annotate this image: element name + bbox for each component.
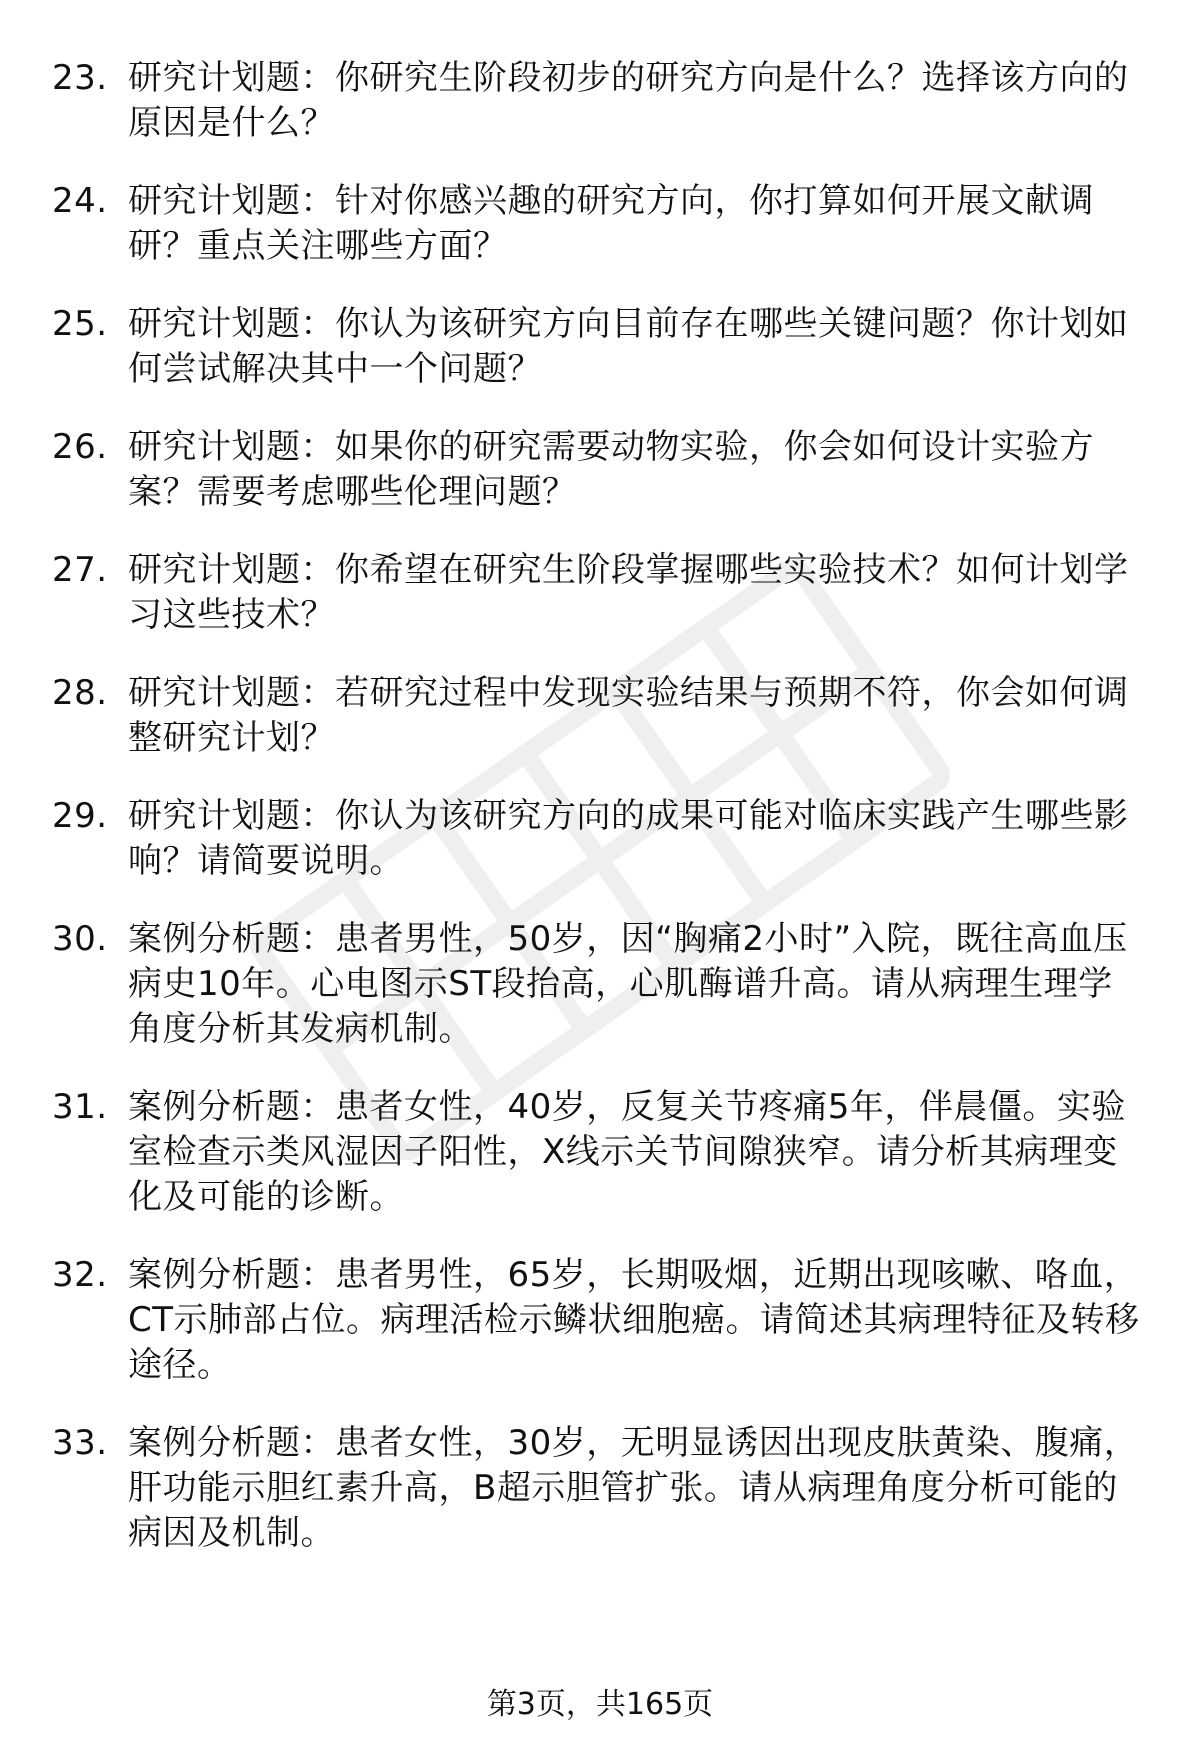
question-number: 26. xyxy=(52,427,108,467)
question-text: 案例分析题：患者男性，65岁，长期吸烟，近期出现咳嗽、咯血，CT示肺部占位。病理活检示鳞状细胞癌。请简述其病理特征及转移途径。 xyxy=(128,1255,1140,1385)
question-text: 研究计划题：你研究生阶段初步的研究方向是什么？选择该方向的原因是什么？ xyxy=(128,58,1129,143)
question-number: 24. xyxy=(52,181,108,221)
question-item-26 xyxy=(0,425,1200,515)
question-text: 研究计划题：若研究过程中发现实验结果与预期不符，你会如何调整研究计划？ xyxy=(128,673,1129,758)
question-item-23 xyxy=(0,56,1200,146)
question-text: 案例分析题：患者男性，50岁，因“胸痛2小时”入院，既往高血压病史10年。心电图示ST段抬高，心肌酶谱升高。请从病理生理学角度分析其发病机制。 xyxy=(128,919,1128,1049)
question-text: 研究计划题：你希望在研究生阶段掌握哪些实验技术？如何计划学习这些技术？ xyxy=(128,550,1129,635)
question-number: 30. xyxy=(52,919,108,959)
question-number: 28. xyxy=(52,673,108,713)
question-number: 29. xyxy=(52,796,108,836)
question-text: 研究计划题：你认为该研究方向的成果可能对临床实践产生哪些影响？请简要说明。 xyxy=(128,796,1129,881)
question-item-33 xyxy=(0,1421,1200,1556)
page-footer xyxy=(0,1685,1200,1725)
question-item-29 xyxy=(0,794,1200,884)
page-number-label: 第3页，共165页 xyxy=(486,1687,714,1722)
question-text: 案例分析题：患者女性，40岁，反复关节疼痛5年，伴晨僵。实验室检查示类风湿因子阳性，X线示关节间隙狭窄。请分析其病理变化及可能的诊断。 xyxy=(128,1087,1126,1217)
question-text: 研究计划题：针对你感兴趣的研究方向，你打算如何开展文献调研？重点关注哪些方面？ xyxy=(128,181,1094,266)
question-item-30 xyxy=(0,917,1200,1052)
question-item-28 xyxy=(0,671,1200,761)
question-item-25 xyxy=(0,302,1200,392)
question-item-24 xyxy=(0,179,1200,269)
question-text: 研究计划题：你认为该研究方向目前存在哪些关键问题？你计划如何尝试解决其中一个问题？ xyxy=(128,304,1129,389)
question-item-27 xyxy=(0,548,1200,638)
question-text: 研究计划题：如果你的研究需要动物实验，你会如何设计实验方案？需要考虑哪些伦理问题？ xyxy=(128,427,1094,512)
question-number: 23. xyxy=(52,58,108,98)
question-text: 案例分析题：患者女性，30岁，无明显诱因出现皮肤黄染、腹痛，肝功能示胆红素升高，B超示胆管扩张。请从病理角度分析可能的病因及机制。 xyxy=(128,1423,1139,1553)
question-number: 27. xyxy=(52,550,108,590)
question-item-32 xyxy=(0,1253,1200,1388)
question-number: 31. xyxy=(52,1087,108,1127)
question-list xyxy=(0,56,1200,1589)
question-number: 25. xyxy=(52,304,108,344)
question-number: 32. xyxy=(52,1255,108,1295)
question-number: 33. xyxy=(52,1423,108,1463)
question-item-31 xyxy=(0,1085,1200,1220)
